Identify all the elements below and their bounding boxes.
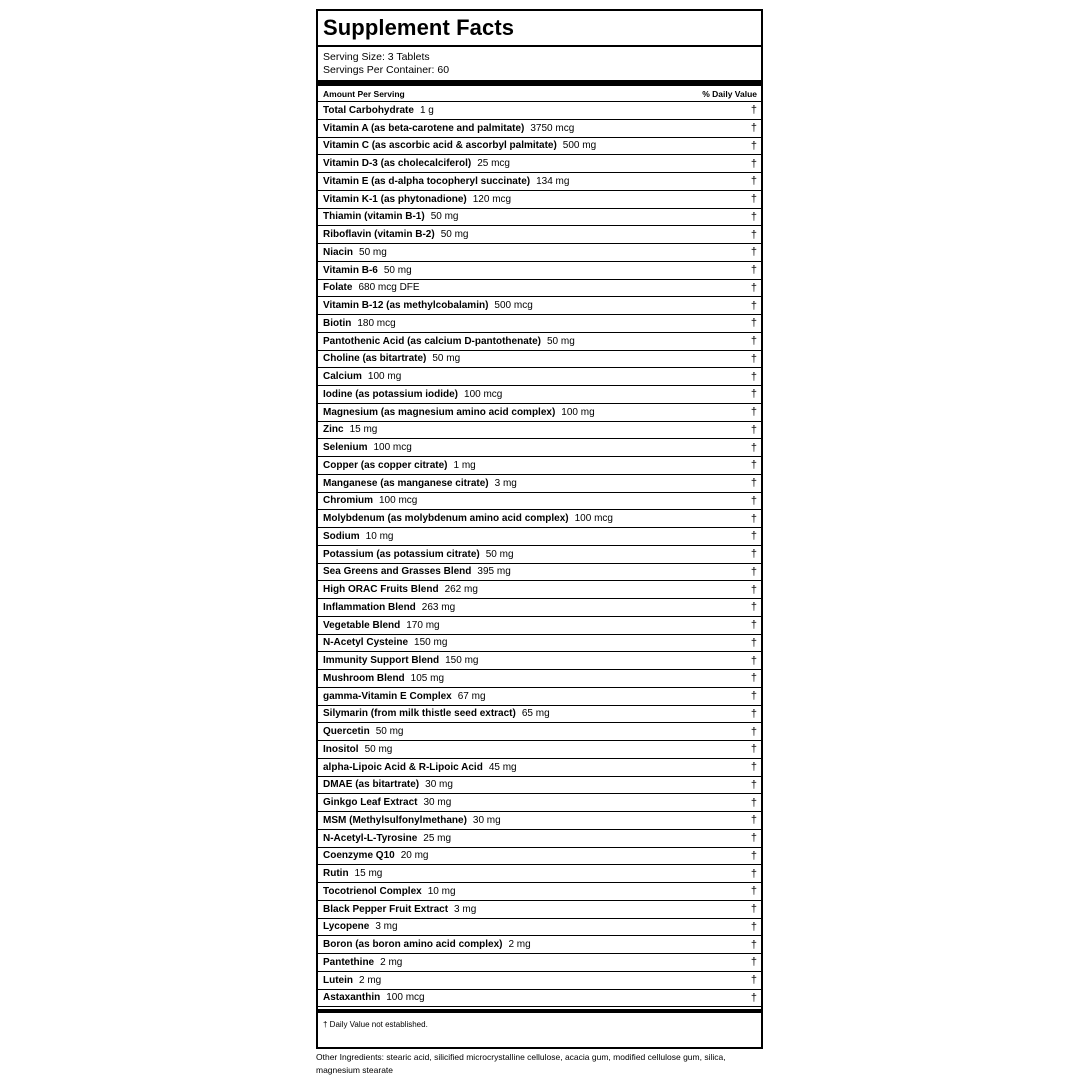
- nutrient-row: [318, 404, 761, 422]
- daily-value-dagger: †: [750, 991, 757, 1004]
- daily-value-dagger: †: [750, 743, 757, 756]
- nutrient-name: Selenium: [323, 442, 368, 454]
- nutrient-row: [318, 351, 761, 369]
- nutrient-row: [318, 280, 761, 298]
- title-box: [318, 11, 761, 47]
- nutrient-name: Molybdenum (as molybdenum amino acid complex): [323, 513, 569, 525]
- nutrient-row: [318, 723, 761, 741]
- nutrient-name: Biotin: [323, 317, 352, 329]
- daily-value-dagger: †: [750, 494, 757, 507]
- nutrient-name: alpha-Lipoic Acid & R-Lipoic Acid: [323, 761, 483, 773]
- daily-value-dagger: †: [750, 175, 757, 188]
- daily-value-dagger: †: [750, 210, 757, 223]
- nutrient-row: [318, 528, 761, 546]
- nutrient-amount: 65 mg: [521, 708, 550, 720]
- nutrient-amount: 50 mg: [485, 548, 514, 560]
- daily-value-dagger: †: [750, 796, 757, 809]
- daily-value-dagger: †: [750, 920, 757, 933]
- nutrient-amount: 100 mcg: [373, 442, 412, 454]
- daily-value-dagger: †: [750, 104, 757, 117]
- nutrient-name: Vitamin D-3 (as cholecalciferol): [323, 158, 472, 170]
- nutrient-name: N-Acetyl-L-Tyrosine: [323, 832, 418, 844]
- nutrient-name: Lutein: [323, 974, 353, 986]
- nutrient-name: DMAE (as bitartrate): [323, 779, 420, 791]
- nutrient-amount: 100 mg: [561, 406, 595, 418]
- nutrient-name: Inositol: [323, 743, 359, 755]
- nutrient-amount: 100 mcg: [386, 992, 425, 1004]
- nutrient-row: [318, 457, 761, 475]
- nutrient-name: Pantethine: [323, 956, 375, 968]
- daily-value-dagger: †: [750, 246, 757, 259]
- nutrient-row: [318, 493, 761, 511]
- nutrient-name: Sodium: [323, 530, 360, 542]
- nutrient-row: [318, 386, 761, 404]
- nutrient-name: Thiamin (vitamin B-1): [323, 211, 425, 223]
- nutrient-row: [318, 972, 761, 990]
- nutrient-row: [318, 936, 761, 954]
- panel-title: Supplement Facts: [323, 15, 515, 40]
- daily-value-dagger: †: [750, 264, 757, 277]
- daily-value-dagger: †: [750, 903, 757, 916]
- nutrient-amount: 30 mg: [423, 797, 452, 809]
- daily-value-dagger: †: [750, 849, 757, 862]
- daily-value-dagger: †: [750, 938, 757, 951]
- nutrient-amount: 100 mcg: [464, 388, 503, 400]
- nutrient-amount: 50 mg: [430, 211, 459, 223]
- nutrient-name: Chromium: [323, 495, 373, 507]
- servings-per-container: Servings Per Container: 60: [323, 64, 450, 76]
- nutrient-name: Folate: [323, 282, 353, 294]
- nutrient-amount: 3750 mcg: [530, 122, 575, 134]
- other-ingredients: Other Ingredients: stearic acid, silicified microcrystalline cellulose, acacia gum, modified cellulose gum, silica, magnesium stearate: [316, 1052, 726, 1075]
- daily-value-dagger: †: [750, 672, 757, 685]
- nutrient-amount: 25 mg: [423, 832, 452, 844]
- nutrient-row: [318, 439, 761, 457]
- nutrient-name: N-Acetyl Cysteine: [323, 637, 409, 649]
- daily-value-dagger: †: [750, 406, 757, 419]
- daily-value-dagger: †: [750, 423, 757, 436]
- daily-value-dagger: †: [750, 530, 757, 543]
- daily-value-dagger: †: [750, 299, 757, 312]
- daily-value-dagger: †: [750, 654, 757, 667]
- nutrient-name: Quercetin: [323, 726, 370, 738]
- nutrient-amount: 3 mg: [494, 477, 517, 489]
- nutrient-name: Lycopene: [323, 921, 370, 933]
- nutrient-amount: 50 mg: [364, 743, 393, 755]
- nutrient-amount: 134 mg: [536, 175, 570, 187]
- nutrient-amount: 2 mg: [508, 939, 531, 951]
- nutrient-row: [318, 919, 761, 937]
- nutrient-name: Copper (as copper citrate): [323, 459, 448, 471]
- daily-value-dagger: †: [750, 725, 757, 738]
- nutrient-name: Vitamin C (as ascorbic acid & ascorbyl palmitate): [323, 140, 557, 152]
- nutrient-row: [318, 155, 761, 173]
- nutrient-name: Choline (as bitartrate): [323, 353, 427, 365]
- nutrient-amount: 680 mcg DFE: [358, 282, 420, 294]
- nutrient-row: [318, 510, 761, 528]
- nutrient-row: [318, 297, 761, 315]
- nutrient-name: Mushroom Blend: [323, 672, 405, 684]
- nutrient-row: [318, 564, 761, 582]
- nutrient-name: Immunity Support Blend: [323, 655, 440, 667]
- nutrient-row: [318, 599, 761, 617]
- nutrient-name: Vitamin B-12 (as methylcobalamin): [323, 300, 489, 312]
- nutrient-amount: 1 mg: [453, 459, 476, 471]
- nutrient-amount: 180 mcg: [357, 317, 396, 329]
- nutrient-amount: 67 mg: [457, 690, 486, 702]
- nutrient-amount: 500 mcg: [494, 300, 533, 312]
- nutrient-amount: 10 mg: [365, 530, 394, 542]
- nutrient-amount: 100 mcg: [379, 495, 418, 507]
- nutrient-amount: 50 mg: [375, 726, 404, 738]
- nutrient-name: Black Pepper Fruit Extract: [323, 903, 449, 915]
- nutrient-row: [318, 652, 761, 670]
- nutrient-amount: 50 mg: [547, 335, 575, 347]
- nutrient-row: [318, 475, 761, 493]
- nutrient-amount: 50 mg: [383, 264, 412, 276]
- daily-value-dagger: †: [750, 477, 757, 490]
- nutrient-row: [318, 670, 761, 688]
- nutrient-amount: 100 mg: [367, 371, 402, 383]
- nutrient-row: [318, 741, 761, 759]
- daily-value-dagger: †: [750, 139, 757, 152]
- nutrient-amount: 15 mg: [354, 868, 383, 880]
- nutrient-amount: 50 mg: [440, 229, 469, 241]
- amount-per-serving-header: Amount Per Serving: [323, 88, 405, 99]
- nutrient-row: [318, 173, 761, 191]
- nutrient-amount: 15 mg: [349, 424, 378, 436]
- nutrient-name: gamma-Vitamin E Complex: [323, 690, 452, 702]
- daily-value-dagger: †: [750, 761, 757, 774]
- nutrient-row: [318, 954, 761, 972]
- nutrient-name: Vitamin A (as beta-carotene and palmitate): [323, 122, 525, 134]
- daily-value-dagger: †: [750, 317, 757, 330]
- nutrient-name: Tocotrienol Complex: [323, 885, 422, 897]
- nutrient-row: [318, 368, 761, 386]
- nutrient-amount: 50 mg: [432, 353, 461, 365]
- daily-value-dagger: †: [750, 778, 757, 791]
- nutrient-name: MSM (Methylsulfonylmethane): [323, 814, 467, 826]
- nutrient-amount: 100 mcg: [574, 513, 613, 525]
- nutrient-amount: 262 mg: [444, 584, 478, 596]
- nutrient-name: Vegetable Blend: [323, 619, 401, 631]
- daily-value-dagger: †: [750, 583, 757, 596]
- daily-value-dagger: †: [750, 690, 757, 703]
- nutrient-amount: 25 mcg: [477, 158, 510, 170]
- nutrient-name: Coenzyme Q10: [323, 850, 395, 862]
- nutrient-list: [318, 102, 761, 1007]
- nutrient-row: [318, 226, 761, 244]
- daily-value-dagger: †: [750, 548, 757, 561]
- nutrient-name: Vitamin K-1 (as phytonadione): [323, 193, 467, 205]
- footnote: † Daily Value not established.: [323, 1020, 428, 1030]
- column-header-row: [318, 86, 761, 102]
- nutrient-name: Potassium (as potassium citrate): [323, 548, 480, 560]
- nutrient-amount: 2 mg: [359, 974, 382, 986]
- daily-value-dagger: †: [750, 565, 757, 578]
- supplement-facts-panel: [316, 9, 763, 1049]
- nutrient-row: [318, 901, 761, 919]
- daily-value-dagger: †: [750, 707, 757, 720]
- daily-value-dagger: †: [750, 370, 757, 383]
- nutrient-row: [318, 812, 761, 830]
- nutrient-row: [318, 581, 761, 599]
- nutrient-row: [318, 315, 761, 333]
- nutrient-name: Astaxanthin: [323, 992, 381, 1004]
- nutrient-amount: 30 mg: [425, 779, 453, 791]
- nutrient-amount: 50 mg: [359, 246, 387, 258]
- nutrient-row: [318, 191, 761, 209]
- nutrient-name: Silymarin (from milk thistle seed extract): [323, 708, 516, 720]
- nutrient-name: Iodine (as potassium iodide): [323, 388, 459, 400]
- nutrient-row: [318, 635, 761, 653]
- daily-value-dagger: †: [750, 441, 757, 454]
- daily-value-dagger: †: [750, 157, 757, 170]
- nutrient-row: [318, 830, 761, 848]
- daily-value-dagger: †: [750, 228, 757, 241]
- daily-value-dagger: †: [750, 512, 757, 525]
- nutrient-amount: 263 mg: [421, 601, 456, 613]
- nutrient-row: [318, 209, 761, 227]
- nutrient-row: [318, 794, 761, 812]
- nutrient-row: [318, 102, 761, 120]
- nutrient-amount: 395 mg: [477, 566, 511, 578]
- nutrient-row: [318, 617, 761, 635]
- daily-value-dagger: †: [750, 459, 757, 472]
- nutrient-row: [318, 120, 761, 138]
- nutrient-name: Inflammation Blend: [323, 601, 416, 613]
- nutrient-row: [318, 422, 761, 440]
- daily-value-dagger: †: [750, 867, 757, 880]
- daily-value-dagger: †: [750, 974, 757, 987]
- serving-info: [318, 47, 761, 80]
- daily-value-dagger: †: [750, 832, 757, 845]
- nutrient-name: Calcium: [323, 371, 362, 383]
- nutrient-amount: 3 mg: [454, 903, 477, 915]
- serving-size: Serving Size: 3 Tablets: [323, 51, 430, 63]
- nutrient-row: [318, 759, 761, 777]
- nutrient-row: [318, 546, 761, 564]
- nutrient-row: [318, 244, 761, 262]
- nutrient-name: Magnesium (as magnesium amino acid complex): [323, 406, 556, 418]
- nutrient-name: Manganese (as manganese citrate): [323, 477, 489, 489]
- nutrient-row: [318, 848, 761, 866]
- nutrient-name: Boron (as boron amino acid complex): [323, 939, 503, 951]
- nutrient-row: [318, 777, 761, 795]
- nutrient-amount: 30 mg: [472, 814, 501, 826]
- nutrient-row: [318, 688, 761, 706]
- daily-value-header: % Daily Value: [702, 88, 757, 99]
- daily-value-dagger: †: [750, 122, 757, 135]
- daily-value-dagger: †: [750, 281, 757, 294]
- nutrient-name: Niacin: [323, 246, 354, 258]
- nutrient-name: Zinc: [323, 424, 344, 436]
- nutrient-row: [318, 883, 761, 901]
- daily-value-dagger: †: [750, 352, 757, 365]
- daily-value-dagger: †: [750, 335, 757, 348]
- nutrient-row: [318, 262, 761, 280]
- daily-value-dagger: †: [750, 388, 757, 401]
- nutrient-amount: 500 mg: [562, 140, 597, 152]
- nutrient-name: Vitamin E (as d-alpha tocopheryl succinate): [323, 175, 531, 187]
- nutrient-amount: 3 mg: [375, 921, 398, 933]
- daily-value-dagger: †: [750, 885, 757, 898]
- nutrient-row: [318, 138, 761, 156]
- daily-value-dagger: †: [750, 814, 757, 827]
- nutrient-name: Sea Greens and Grasses Blend: [323, 566, 472, 578]
- daily-value-dagger: †: [750, 619, 757, 632]
- nutrient-amount: 150 mg: [414, 637, 448, 649]
- daily-value-dagger: †: [750, 636, 757, 649]
- nutrient-row: [318, 706, 761, 724]
- daily-value-dagger: †: [750, 193, 757, 206]
- nutrient-name: High ORAC Fruits Blend: [323, 584, 439, 596]
- nutrient-name: Riboflavin (vitamin B-2): [323, 229, 435, 241]
- nutrient-row: [318, 865, 761, 883]
- nutrient-row: [318, 990, 761, 1008]
- nutrient-name: Total Carbohydrate: [323, 104, 414, 116]
- nutrient-name: Vitamin B-6: [323, 264, 378, 276]
- nutrient-amount: 2 mg: [380, 956, 403, 968]
- nutrient-row: [318, 333, 761, 351]
- nutrient-amount: 105 mg: [410, 672, 445, 684]
- nutrient-name: Ginkgo Leaf Extract: [323, 797, 418, 809]
- nutrient-name: Pantothenic Acid (as calcium D-pantothenate): [323, 335, 541, 347]
- nutrient-amount: 20 mg: [400, 850, 429, 862]
- nutrient-amount: 45 mg: [488, 761, 517, 773]
- daily-value-dagger: †: [750, 956, 757, 969]
- nutrient-amount: 120 mcg: [472, 193, 512, 205]
- daily-value-dagger: †: [750, 601, 757, 614]
- nutrient-amount: 10 mg: [427, 885, 456, 897]
- nutrient-name: Rutin: [323, 868, 349, 880]
- nutrient-amount: 150 mg: [445, 655, 479, 667]
- nutrient-amount: 1 g: [419, 104, 434, 116]
- nutrient-amount: 170 mg: [406, 619, 440, 631]
